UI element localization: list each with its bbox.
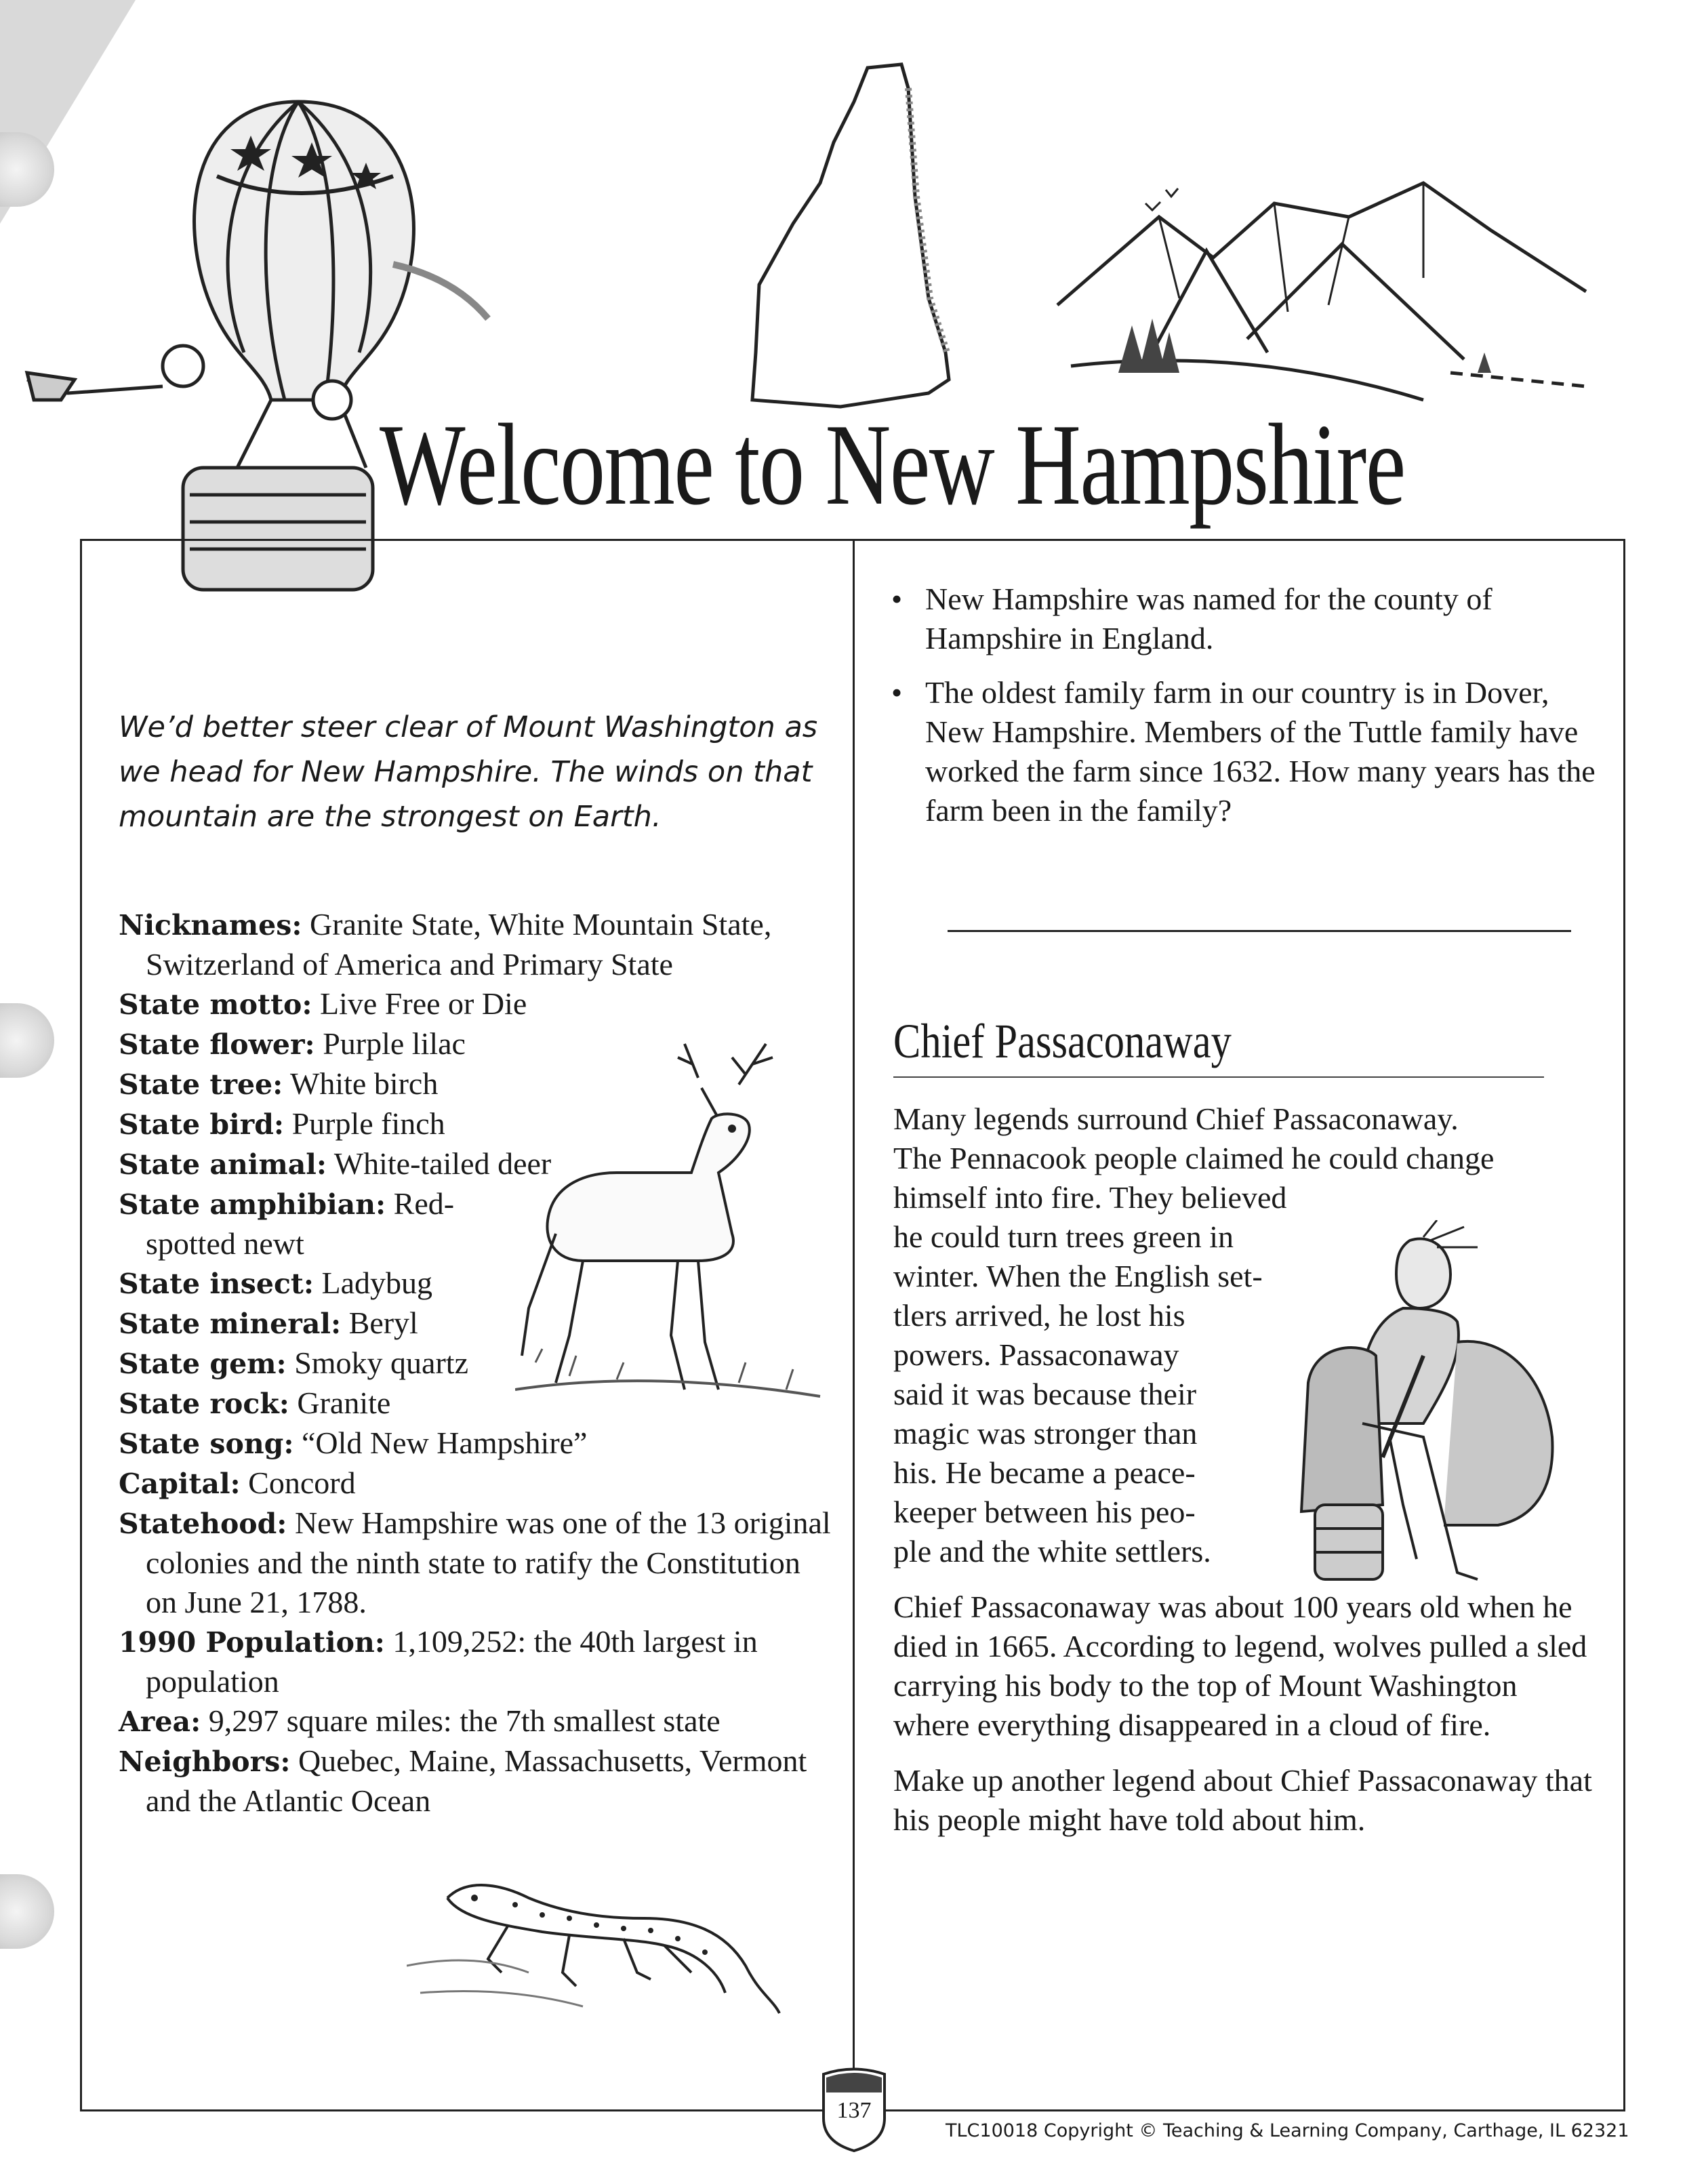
white-tailed-deer-illustration	[515, 1037, 834, 1417]
fact-capital: Capital: Concord	[119, 1465, 356, 1500]
answer-line	[948, 930, 1571, 932]
chief-section-heading: Chief Passaconaway	[893, 1014, 1232, 1068]
fact-nicknames: Nicknames: Granite State, White Mountain State, Switzerland of America and Primary State	[119, 907, 772, 982]
chief-paragraph-1: Many legends surround Chief Passaconaway. The Pennacook people claimed he could change himself into fire. They believed he could turn trees green in winter. When the English set- tlers arrived, he lost his powers. Passaconaway said it was because their magic was stronger than his. He became a peace- keeper between his peo- ple and the white settlers.	[893, 1101, 1495, 1569]
column-divider	[853, 539, 855, 2111]
intro-text: We’d better steer clear of Mount Washington as we head for New Hampshire. The winds on that mountain are the strongest on Earth.	[119, 710, 818, 834]
binder-hole-bottom	[0, 1874, 54, 1949]
bullet-named-for: • New Hampshire was named for the county of Hampshire in England.	[885, 580, 1596, 658]
hot-air-balloon-illustration	[14, 61, 502, 617]
state-outline-map	[739, 61, 969, 427]
fact-state-animal: State animal: White-tailed deer	[119, 1146, 552, 1181]
fact-state-tree: State tree: White birch	[119, 1066, 439, 1101]
fact-state-amphibian: State amphibian: Red-spotted newt	[119, 1186, 455, 1261]
fact-state-rock: State rock: Granite	[119, 1386, 391, 1420]
fact-state-mineral: State mineral: Beryl	[119, 1306, 418, 1340]
fact-state-motto: State motto: Live Free or Die	[119, 986, 527, 1021]
fact-state-gem: State gem: Smoky quartz	[119, 1346, 468, 1380]
binder-hole-middle	[0, 1003, 54, 1078]
fact-area: Area: 9,297 square miles: the 7th smallest state	[119, 1703, 720, 1738]
fact-neighbors: Neighbors: Quebec, Maine, Massachusetts, Vermont and the Atlantic Ocean	[119, 1743, 807, 1818]
page-title: Welcome to New Hampshire	[380, 401, 1405, 529]
chief-passaconaway-illustration	[1288, 1220, 1559, 1600]
page-number: 137	[836, 2098, 872, 2123]
facts-bullet-list	[885, 580, 1596, 845]
fact-statehood: Statehood: New Hampshire was one of the 13 original colonies and the ninth state to ratify the Constitution on June 21, 1788.	[119, 1505, 831, 1619]
fact-population: 1990 Population: 1,109,252: the 40th largest in population	[119, 1624, 758, 1699]
bullet-oldest-farm: • The oldest family farm in our country is in Dover, New Hampshire. Members of the Tuttle family have worked the farm since 1632. How many years has the farm been in the family?	[885, 673, 1596, 830]
chief-paragraph-2: Chief Passaconaway was about 100 years old when he died in 1665. According to legend, wolves pulled a sled carrying his body to the top of Mount Washington where everything disappeared in a cloud of fire.	[893, 1590, 1587, 1742]
chief-heading-rule	[893, 1076, 1544, 1078]
fact-state-song: State song: “Old New Hampshire”	[119, 1425, 588, 1460]
chief-paragraph-3: Make up another legend about Chief Passaconaway that his people might have told about him.	[893, 1763, 1592, 1837]
fact-state-bird: State bird: Purple finch	[119, 1106, 445, 1141]
fact-state-insect: State insect: Ladybug	[119, 1266, 433, 1300]
copyright-footer: TLC10018 Copyright © Teaching & Learning Company, Carthage, IL 62321	[946, 2120, 1629, 2141]
mountains-illustration	[1044, 176, 1600, 420]
red-spotted-newt-illustration	[407, 1857, 786, 2020]
fact-state-flower: State flower: Purple lilac	[119, 1026, 466, 1061]
